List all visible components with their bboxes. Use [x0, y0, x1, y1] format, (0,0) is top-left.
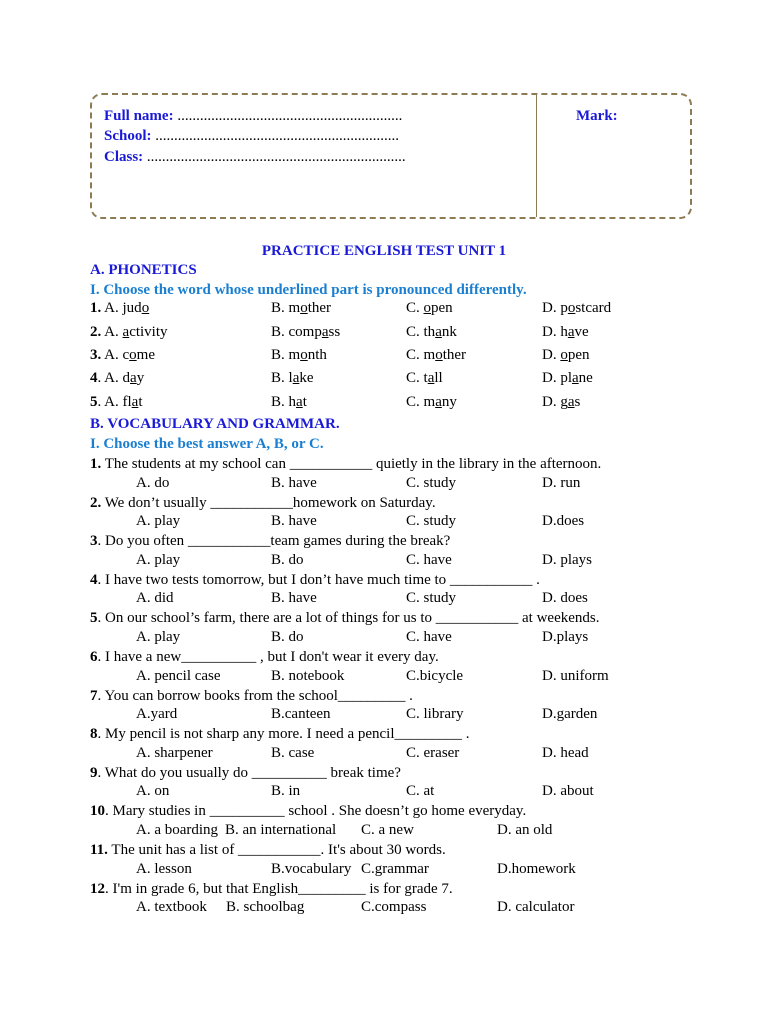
answer-option[interactable]: C. a new	[361, 821, 414, 838]
answer-option[interactable]: D. plays	[542, 551, 592, 568]
phonetics-option[interactable]	[271, 368, 314, 388]
option-prefix: B. m	[271, 347, 301, 363]
answer-option[interactable]: C. study	[406, 513, 457, 530]
question-number: 10	[90, 803, 105, 820]
question-text: . You can borrow books from the school_________ .	[97, 687, 413, 704]
question-text: . Do you often ___________team games during the break?	[97, 533, 451, 550]
answer-option[interactable]: D.plays	[542, 628, 589, 645]
underlined-letter: o	[435, 347, 443, 363]
option-prefix: C.	[406, 300, 424, 316]
class-label: Class:	[104, 149, 144, 165]
school-line[interactable]	[104, 126, 399, 146]
question-number: 8	[90, 726, 98, 743]
option-suffix: ll	[434, 370, 443, 386]
underlined-letter: o	[141, 300, 150, 316]
option-prefix: D. pl	[542, 370, 572, 386]
phonetics-option[interactable]	[542, 368, 593, 388]
question-stem	[90, 801, 526, 821]
underlined-letter: a	[427, 370, 435, 386]
school-label: School:	[104, 128, 152, 144]
underlined-letter: a	[572, 370, 579, 386]
answer-option[interactable]: C. have	[406, 551, 452, 568]
answer-option[interactable]: B. schoolbag	[226, 899, 305, 916]
underlined-letter: o	[567, 300, 576, 316]
question-text: . Mary studies in __________ school . She doesn’t go home everyday.	[105, 803, 527, 820]
question-stem	[90, 570, 540, 590]
option-prefix: B. m	[271, 300, 301, 316]
question-stem	[90, 724, 470, 744]
answer-option[interactable]: D. about	[542, 783, 594, 800]
underlined-letter: o	[129, 347, 137, 363]
question-text: . I have a new__________ , but I don't wear it every day.	[97, 649, 439, 665]
underlined-letter: a	[435, 394, 442, 410]
question-stem	[90, 879, 453, 899]
underlined-letter: a	[130, 370, 137, 386]
answer-option[interactable]: C. at	[406, 783, 435, 800]
option-prefix: A. c	[101, 347, 130, 363]
phonetics-option[interactable]	[542, 392, 580, 412]
phonetics-option[interactable]	[271, 298, 331, 318]
option-suffix: me	[136, 347, 155, 363]
answer-option[interactable]: D. an old	[497, 821, 553, 838]
question-number: 1.	[90, 456, 102, 472]
full-name-line[interactable]	[104, 106, 402, 126]
phonetics-option[interactable]	[271, 392, 307, 412]
question-stem	[90, 840, 446, 860]
option-suffix: ss	[328, 324, 341, 340]
answer-option[interactable]: B. an international	[225, 821, 337, 838]
phonetics-option[interactable]	[271, 322, 340, 342]
answer-option[interactable]: A.yard	[136, 706, 178, 723]
question-number: 2.	[90, 324, 102, 340]
phonetics-option[interactable]	[406, 392, 457, 412]
underlined-letter: a	[296, 394, 303, 410]
answer-option[interactable]: A. pencil case	[136, 667, 221, 684]
question-text: The unit has a list of ___________. It's about 30 words.	[107, 842, 446, 858]
question-number: 3	[90, 533, 98, 550]
answer-option[interactable]: A. a boarding	[136, 821, 219, 838]
question-number: 9	[90, 764, 98, 781]
question-text: The students at my school can ___________ quietly in the library in the afternoon.	[101, 456, 602, 472]
answer-option[interactable]: D. does	[542, 590, 588, 607]
answer-option[interactable]: A. play	[136, 551, 181, 568]
phonetics-option[interactable]	[406, 298, 453, 318]
option-suffix: s	[574, 394, 581, 410]
question-text: . I'm in grade 6, but that English_________ is for grade 7.	[105, 880, 453, 897]
question-stem	[90, 647, 439, 667]
option-prefix: D.	[542, 347, 561, 363]
answer-option[interactable]: C.compass	[361, 899, 427, 916]
option-prefix: B. comp	[271, 324, 322, 340]
question-number: 3.	[90, 347, 102, 363]
answer-option[interactable]: D. run	[542, 474, 581, 491]
mark-label: Mark:	[576, 108, 618, 124]
answer-option[interactable]: A. textbook	[136, 899, 207, 916]
answer-option[interactable]: A. play	[136, 628, 181, 645]
school-dots: .................................................................	[151, 128, 400, 144]
option-prefix: C. m	[406, 347, 436, 363]
class-line[interactable]	[104, 147, 406, 167]
option-prefix: . A. d	[97, 370, 131, 386]
option-suffix: nk	[441, 324, 457, 340]
student-info-box	[90, 93, 692, 219]
question-number: 7	[90, 687, 98, 704]
answer-option[interactable]: B. have	[271, 513, 317, 530]
phonetics-option[interactable]	[542, 298, 611, 318]
answer-option[interactable]: A. lesson	[136, 860, 192, 877]
answer-option[interactable]: A. did	[136, 590, 174, 607]
option-prefix: C. th	[406, 324, 436, 340]
option-suffix: ctivity	[129, 324, 168, 340]
question-text: We don’t usually ___________homework on Saturday.	[101, 494, 436, 511]
phonetics-option[interactable]	[542, 322, 589, 342]
option-suffix: y	[136, 370, 145, 386]
question-text: . On our school’s farm, there are a lot of things for us to ___________ at weekends.	[97, 610, 600, 627]
option-suffix: ne	[578, 370, 593, 386]
option-suffix: nth	[307, 347, 327, 363]
question-number: 4	[90, 370, 98, 386]
answer-option[interactable]: A. play	[136, 513, 181, 530]
answer-option[interactable]: D.does	[542, 513, 585, 530]
answer-option[interactable]: B. case	[271, 744, 315, 761]
option-suffix: pen	[567, 347, 590, 363]
question-number: 6	[90, 649, 98, 665]
option-suffix: ve	[574, 324, 589, 340]
phonetics-option[interactable]	[90, 345, 155, 365]
option-suffix: ther	[307, 300, 332, 316]
underlined-letter: a	[567, 394, 575, 410]
answer-option[interactable]: C. eraser	[406, 744, 460, 761]
phonetics-option[interactable]	[406, 345, 466, 365]
underlined-letter: a	[292, 370, 300, 386]
question-stem	[90, 686, 413, 706]
phonetics-option[interactable]	[406, 322, 457, 342]
answer-option[interactable]: D.homework	[497, 860, 576, 877]
question-stem	[90, 493, 436, 513]
answer-option[interactable]: B. have	[271, 590, 317, 607]
answer-option[interactable]: B. in	[271, 783, 301, 800]
answer-option[interactable]: B.vocabulary	[271, 860, 352, 877]
question-stem	[90, 763, 401, 783]
option-prefix: B. l	[271, 370, 293, 386]
answer-option[interactable]: C. have	[406, 628, 452, 645]
answer-option[interactable]: C. study	[406, 474, 457, 491]
option-prefix: B. h	[271, 394, 297, 410]
option-suffix: t	[138, 394, 143, 410]
answer-option[interactable]: C.bicycle	[406, 667, 464, 684]
question-text: . My pencil is not sharp any more. I need a pencil_________ .	[97, 726, 470, 743]
phonetics-option[interactable]	[90, 322, 168, 342]
answer-option[interactable]: B. have	[271, 474, 317, 491]
question-number: 5	[90, 394, 98, 410]
underlined-letter: a	[122, 324, 130, 340]
underlined-letter: o	[423, 300, 432, 316]
option-prefix: D. p	[542, 300, 568, 316]
option-prefix: D. g	[542, 394, 568, 410]
option-suffix: ther	[442, 347, 467, 363]
option-suffix: pen	[431, 300, 453, 316]
question-text: . I have two tests tomorrow, but I don’t have much time to ___________ .	[97, 571, 540, 588]
answer-option[interactable]: A. sharpener	[136, 744, 213, 761]
answer-option[interactable]: D. uniform	[542, 667, 609, 684]
section-a-heading: A. PHONETICS	[90, 262, 197, 278]
question-stem	[90, 531, 450, 551]
answer-option[interactable]: A. on	[136, 783, 170, 800]
underlined-letter: o	[300, 347, 308, 363]
phonetics-option[interactable]	[90, 392, 143, 412]
answer-option[interactable]: D. head	[542, 744, 589, 761]
option-suffix: stcard	[575, 300, 612, 316]
section-b-heading: B. VOCABULARY AND GRAMMAR.	[90, 416, 340, 432]
answer-option[interactable]: A. do	[136, 474, 170, 491]
question-stem	[90, 454, 601, 474]
answer-option[interactable]: B. do	[271, 628, 304, 645]
answer-option[interactable]: C.grammar	[361, 860, 429, 877]
option-prefix: A. jud	[101, 300, 142, 316]
answer-option[interactable]: C. study	[406, 590, 457, 607]
answer-option[interactable]: B.canteen	[271, 706, 331, 723]
answer-option[interactable]: D. calculator	[497, 899, 575, 916]
option-prefix: D. h	[542, 324, 568, 340]
underlined-letter: o	[300, 300, 308, 316]
class-dots: .....................................................................	[143, 149, 406, 165]
answer-option[interactable]: B. notebook	[271, 667, 345, 684]
phonetics-option[interactable]	[90, 368, 144, 388]
question-number: 5	[90, 610, 98, 627]
full-name-label: Full name:	[104, 108, 174, 124]
phonetics-option[interactable]	[90, 298, 149, 318]
test-title: PRACTICE ENGLISH TEST UNIT 1	[261, 243, 507, 259]
full-name-dots: ............................................................	[173, 108, 403, 124]
question-number: 1.	[90, 300, 102, 316]
question-stem	[90, 608, 599, 628]
underlined-letter: a	[435, 324, 442, 340]
question-number: 12	[90, 880, 105, 897]
answer-option[interactable]: C. library	[406, 706, 464, 723]
section-a-instruction: I. Choose the word whose underlined part is pronounced differently.	[90, 282, 527, 298]
phonetics-option[interactable]	[271, 345, 327, 365]
underlined-letter: a	[321, 324, 329, 340]
section-b-instruction: I. Choose the best answer A, B, or C.	[90, 436, 324, 452]
option-suffix: t	[302, 394, 307, 410]
underlined-letter: a	[567, 324, 575, 340]
underlined-letter: o	[560, 347, 568, 363]
option-prefix: C. m	[406, 394, 436, 410]
answer-option[interactable]: B. do	[271, 551, 304, 568]
info-divider	[536, 95, 537, 217]
question-number: 4	[90, 571, 98, 588]
phonetics-option[interactable]	[406, 368, 443, 388]
option-suffix: ke	[299, 370, 314, 386]
question-number: 11.	[90, 842, 108, 858]
answer-option[interactable]: D.garden	[542, 706, 598, 723]
option-prefix: C. t	[406, 370, 428, 386]
phonetics-option[interactable]	[542, 345, 590, 365]
option-prefix: . A. fl	[97, 394, 132, 410]
option-prefix: A.	[101, 324, 123, 340]
underlined-letter: a	[131, 394, 139, 410]
question-text: . What do you usually do __________ break time?	[97, 764, 401, 781]
question-number: 2.	[90, 494, 102, 511]
option-suffix: ny	[441, 394, 457, 410]
